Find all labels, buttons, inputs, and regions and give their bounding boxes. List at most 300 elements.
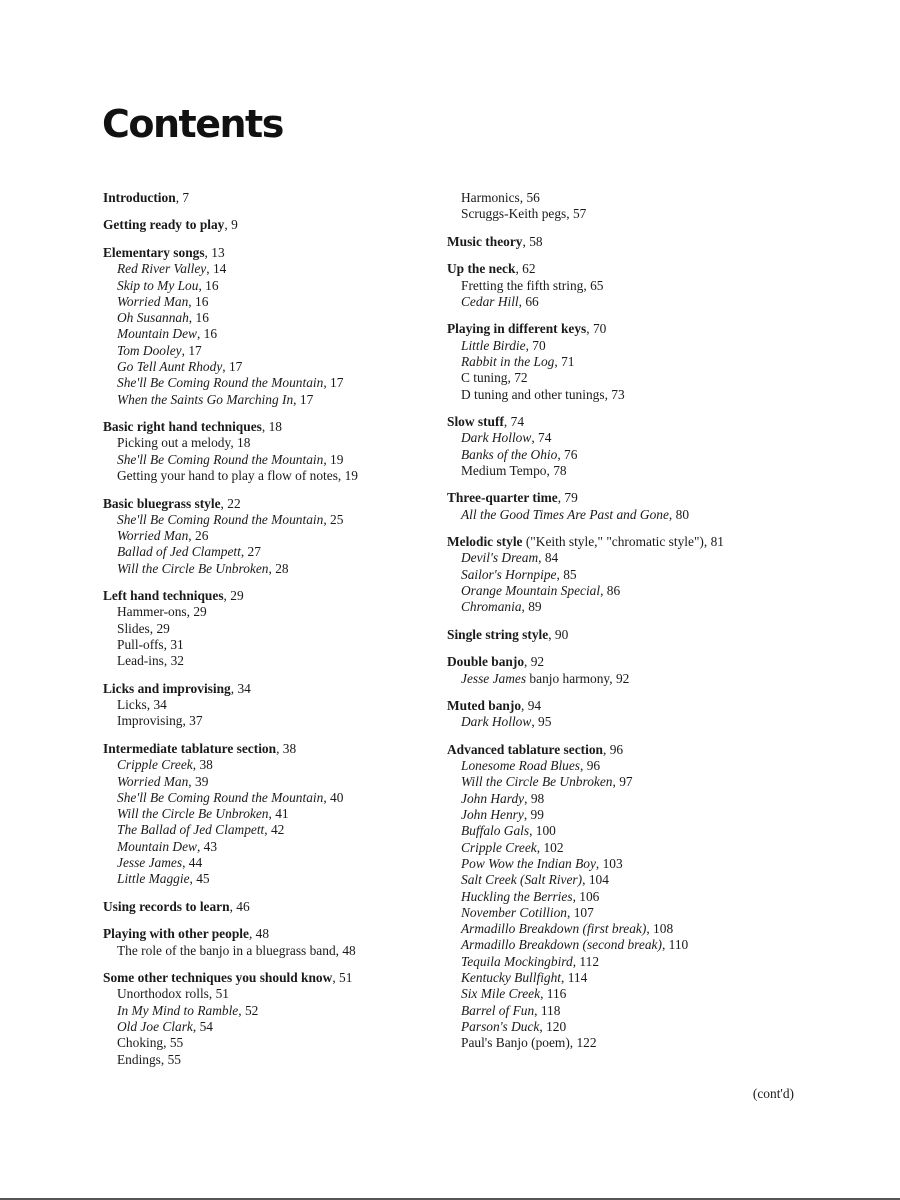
- page-number: 110: [668, 937, 689, 953]
- toc-entry-skip-to-my-lou: [103, 278, 433, 294]
- toc-entry-old-joe-clark: [103, 1019, 433, 1035]
- toc-section-slow-stuff: [447, 414, 867, 430]
- page-number: 17: [330, 375, 344, 391]
- page-separator: ,: [224, 217, 232, 233]
- entry-title: Armadillo Breakdown (first break): [461, 921, 647, 937]
- entry-title: Tom Dooley: [117, 342, 182, 358]
- page-number: 22: [227, 495, 241, 511]
- page-number: 98: [530, 790, 545, 806]
- entry-title: Hammer-ons: [117, 604, 187, 620]
- toc-entry-jesse-james: [447, 671, 867, 687]
- entry-title: She'll Be Coming Round the Mountain: [117, 789, 324, 805]
- page-number: 17: [299, 391, 314, 407]
- toc-section-intermediate-tablature-section: [103, 741, 433, 757]
- page-number: 25: [330, 511, 344, 527]
- toc-entry-will-the-circle-be-unbroken: [103, 806, 433, 822]
- entry-title: Rabbit in the Log: [461, 353, 555, 369]
- toc-entry-pow-wow-the-indian-boy: [447, 856, 867, 872]
- section-title: Basic right hand techniques: [103, 419, 262, 435]
- entry-title: Pow Wow the Indian Boy: [461, 855, 596, 871]
- page-separator: ,: [572, 953, 580, 969]
- toc-section: [447, 234, 867, 250]
- entry-title: Cedar Hill: [461, 293, 519, 309]
- page-separator: ,: [540, 986, 547, 1002]
- page-number: 14: [212, 261, 227, 277]
- toc-section: [103, 899, 433, 915]
- page-separator: ,: [163, 653, 171, 669]
- toc-section-elementary-songs: [103, 245, 433, 261]
- toc-entry-rabbit-in-the-log: [447, 354, 867, 370]
- page-number: 56: [526, 190, 540, 205]
- section-title: Playing with other people: [103, 926, 249, 942]
- toc-entry-salt-creek-salt-river: [447, 872, 867, 888]
- page-number: 29: [193, 604, 207, 620]
- page-separator: ,: [561, 970, 568, 986]
- entry-title: Will the Circle Be Unbroken: [117, 560, 269, 576]
- page-separator: ,: [600, 583, 607, 599]
- section-title: Music theory: [447, 233, 523, 249]
- toc-section-music-theory: [447, 234, 867, 250]
- page-separator: ,: [323, 375, 331, 391]
- page-number: 118: [540, 1002, 561, 1018]
- page-number: 74: [510, 414, 525, 430]
- page-number: 55: [167, 1051, 181, 1067]
- entry-title: She'll Be Coming Round the Mountain: [117, 451, 324, 467]
- toc-entry-armadillo-breakdown-second-break: [447, 937, 867, 953]
- toc-section: [103, 741, 433, 888]
- toc-entry-when-the-saints-go-marching-in: [103, 392, 433, 408]
- section-title: Using records to learn: [103, 898, 230, 914]
- page-separator: ,: [546, 462, 554, 478]
- toc-entry-little-maggie: [103, 871, 433, 887]
- toc-section-double-banjo: [447, 654, 867, 670]
- page-separator: ,: [539, 1018, 547, 1034]
- toc-section-muted-banjo: [447, 698, 867, 714]
- page-separator: ,: [538, 550, 545, 566]
- toc-section-single-string-style: [447, 627, 867, 643]
- page-separator: ,: [238, 1002, 245, 1018]
- page-number: 18: [237, 435, 251, 451]
- toc-entry-devil-s-dream: [447, 550, 867, 566]
- page-separator: ,: [222, 359, 229, 375]
- toc-entry-buffalo-gals: [447, 823, 867, 839]
- page-separator: ,: [192, 757, 200, 773]
- page-number: 28: [275, 560, 289, 576]
- entry-title: Jesse James: [461, 670, 527, 686]
- toc-entry-c-tuning: [447, 370, 867, 386]
- page-separator: ,: [160, 1051, 168, 1067]
- page-number: 65: [590, 277, 604, 293]
- entry-title: Mountain Dew: [117, 838, 197, 854]
- toc-entry-tequila-mockingbird: [447, 954, 867, 970]
- page-number: 78: [553, 462, 567, 478]
- entry-title: Cripple Creek: [461, 839, 537, 855]
- toc-section: [103, 190, 433, 206]
- toc-entry-worried-man: [103, 774, 433, 790]
- page-separator: ,: [519, 190, 527, 205]
- entry-title: Cripple Creek: [117, 757, 193, 773]
- entry-title: Buffalo Gals: [461, 823, 530, 839]
- toc-entry-the-ballad-of-jed-clampett: [103, 822, 433, 838]
- toc-entry-go-tell-aunt-rhody: [103, 359, 433, 375]
- toc-entry-harmonics: [447, 190, 867, 206]
- page-number: 57: [572, 206, 587, 222]
- entry-title: Old Joe Clark: [117, 1018, 193, 1034]
- page-separator: ,: [223, 588, 231, 604]
- page-number: 112: [579, 953, 600, 969]
- page-number: 97: [619, 774, 633, 790]
- page-separator: ,: [220, 495, 228, 511]
- page-number: 34: [153, 697, 167, 713]
- entry-title: Harmonics: [461, 190, 520, 205]
- toc-entry-little-birdie: [447, 338, 867, 354]
- page-number: 19: [344, 468, 358, 484]
- section-title: Advanced tablature section: [447, 741, 603, 757]
- entry-title: Pull-offs: [117, 637, 164, 653]
- entry-title: The Ballad of Jed Clampett: [117, 822, 265, 838]
- toc-section-left-hand-techniques: [103, 588, 433, 604]
- page-separator: ,: [668, 506, 676, 522]
- entry-title: She'll Be Coming Round the Mountain: [117, 375, 324, 391]
- page-separator: ,: [229, 898, 237, 914]
- page-separator: ,: [192, 1018, 200, 1034]
- toc-entry-will-the-circle-be-unbroken: [447, 774, 867, 790]
- page-separator: ,: [572, 888, 580, 904]
- page-number: 51: [339, 970, 353, 986]
- toc-entry-worried-man: [103, 528, 433, 544]
- entry-title: John Henry: [461, 807, 524, 823]
- toc-entry-ballad-of-jed-clampett: [103, 544, 433, 560]
- page-separator: ,: [240, 544, 248, 560]
- section-title: Melodic style: [447, 534, 523, 550]
- toc-section: [103, 588, 433, 669]
- page-separator: ,: [554, 353, 562, 369]
- toc-entry-huckling-the-berries: [447, 889, 867, 905]
- page-separator: ,: [531, 714, 539, 730]
- entry-title: Devil's Dream: [461, 550, 539, 566]
- toc-section-basic-right-hand-techniques: [103, 419, 433, 435]
- page-separator: ,: [612, 774, 620, 790]
- page-number: 44: [188, 855, 203, 870]
- page-separator: ,: [556, 566, 564, 582]
- page-number: 70: [592, 321, 607, 337]
- entry-title: Banks of the Ohio: [461, 446, 558, 462]
- entry-title: Jesse James: [117, 855, 183, 870]
- toc-section: [447, 321, 867, 402]
- toc-entry-hammer-ons: [103, 604, 433, 620]
- page-number: 62: [522, 261, 536, 277]
- entry-title: Worried Man: [117, 528, 189, 544]
- page-number: 39: [195, 773, 209, 789]
- toc-entry-the-role-of-the-banjo-in-a-bluegrass-band: [103, 943, 433, 959]
- page-separator: ,: [580, 758, 587, 774]
- page-number: 90: [554, 626, 569, 642]
- entry-title: In My Mind to Ramble: [117, 1002, 239, 1018]
- toc-section-basic-bluegrass-style: [103, 496, 433, 512]
- toc-entry-november-cotillion: [447, 905, 867, 921]
- page-separator: ,: [602, 741, 610, 757]
- page-separator: ,: [646, 921, 654, 937]
- toc-section: [447, 414, 867, 479]
- toc-entry-unorthodox-rolls: [103, 986, 433, 1002]
- toc-section: [447, 190, 867, 223]
- toc-entry-pull-offs: [103, 637, 433, 653]
- toc-right-column: [447, 190, 867, 1063]
- page-number: 71: [561, 353, 575, 369]
- page-number: 54: [199, 1018, 213, 1034]
- entry-title: Lead-ins: [117, 653, 164, 669]
- entry-title: Will the Circle Be Unbroken: [117, 806, 269, 822]
- page-number: 37: [189, 713, 203, 729]
- entry-title: Medium Tempo: [461, 462, 547, 478]
- page-number: 17: [188, 342, 202, 358]
- toc-entry-mountain-dew: [103, 839, 433, 855]
- page-number: 120: [546, 1018, 567, 1034]
- page-separator: ,: [293, 391, 300, 407]
- continued-label: (cont'd): [752, 1086, 794, 1101]
- page-separator: ,: [609, 670, 616, 686]
- page-separator: ,: [188, 293, 195, 309]
- entry-title: Choking: [117, 1035, 164, 1051]
- toc-entry-cripple-creek: [103, 757, 433, 773]
- page-number: 80: [675, 506, 690, 522]
- section-title: Getting ready to play: [103, 217, 225, 233]
- toc-entry-mountain-dew: [103, 326, 433, 342]
- entry-title: C tuning: [461, 370, 508, 386]
- page-number: 48: [255, 926, 270, 942]
- page-number: 96: [609, 741, 624, 757]
- page-separator: ,: [175, 190, 183, 205]
- page-number: 34: [237, 680, 251, 696]
- page-separator: ,: [703, 534, 711, 550]
- page-separator: ,: [515, 261, 523, 277]
- toc-section: [447, 261, 867, 310]
- toc-section-some-other-techniques-you-should-know: [103, 970, 433, 986]
- entry-title: Dark Hollow: [461, 430, 532, 446]
- page-number: 38: [282, 740, 297, 756]
- entry-title: Getting your hand to play a flow of notes: [117, 468, 338, 484]
- toc-section: [103, 245, 433, 408]
- page-number: 45: [196, 871, 210, 887]
- toc-section-three-quarter-time: [447, 490, 867, 506]
- entry-title: All the Good Times Are Past and Gone: [461, 506, 669, 522]
- entry-title: Barrel of Fun: [461, 1002, 535, 1018]
- toc-section-introduction: [103, 190, 433, 206]
- page-separator: ,: [196, 326, 204, 342]
- page-separator: ,: [230, 435, 238, 451]
- toc-section: [447, 490, 867, 523]
- page-number: 108: [653, 921, 674, 937]
- toc-entry-red-river-valley: [103, 261, 433, 277]
- toc-section: [103, 217, 433, 233]
- toc-entry-d-tuning-and-other-tunings: [447, 387, 867, 403]
- toc-entry-choking: [103, 1035, 433, 1051]
- entry-title: Scruggs-Keith pegs: [461, 206, 567, 222]
- page-number: 72: [514, 370, 528, 386]
- entry-title: Dark Hollow: [461, 714, 532, 730]
- entry-title: Mountain Dew: [117, 326, 197, 342]
- page-number: 114: [567, 970, 588, 986]
- page-number: 102: [543, 839, 564, 855]
- toc-entry-banks-of-the-ohio: [447, 447, 867, 463]
- toc-entry-john-hardy: [447, 791, 867, 807]
- toc-entry-she-ll-be-coming-round-the-mountain: [103, 375, 433, 391]
- entry-title: Worried Man: [117, 293, 189, 309]
- entry-title: Skip to My Lou: [117, 277, 199, 293]
- toc-section: [103, 970, 433, 1068]
- page-separator: ,: [525, 337, 533, 353]
- page-number: 74: [538, 430, 552, 446]
- toc-section: [447, 654, 867, 687]
- page-separator: ,: [182, 855, 189, 870]
- page-separator: ,: [196, 838, 204, 854]
- page-separator: ,: [604, 386, 612, 402]
- entry-title: Will the Circle Be Unbroken: [461, 774, 613, 790]
- page-separator: ,: [264, 822, 271, 838]
- section-title: Some other techniques you should know: [103, 970, 333, 986]
- entry-title: Go Tell Aunt Rhody: [117, 359, 223, 375]
- toc-section: [447, 698, 867, 731]
- toc-section: [447, 534, 867, 615]
- page-number: 16: [203, 326, 218, 342]
- page-separator: ,: [323, 511, 331, 527]
- toc-entry-barrel-of-fun: [447, 1003, 867, 1019]
- page-separator: ,: [186, 604, 194, 620]
- page-separator: ,: [208, 986, 216, 1002]
- toc-entry-six-mile-creek: [447, 986, 867, 1002]
- page-separator: ,: [586, 321, 593, 337]
- page-number: 19: [330, 451, 344, 467]
- page-separator: ,: [529, 823, 536, 839]
- toc-entry-she-ll-be-coming-round-the-mountain: [103, 790, 433, 806]
- entry-title: John Hardy: [461, 790, 525, 806]
- page-separator: ,: [198, 277, 206, 293]
- section-title: Intermediate tablature section: [103, 740, 277, 756]
- toc-entry-lead-ins: [103, 653, 433, 669]
- toc-entry-dark-hollow: [447, 714, 867, 730]
- toc-section-advanced-tablature-section: [447, 742, 867, 758]
- entry-title: D tuning and other tunings: [461, 386, 605, 402]
- toc-entry-slides: [103, 621, 433, 637]
- page-number: 70: [532, 337, 546, 353]
- entry-title: Oh Susannah: [117, 310, 189, 326]
- entry-title: Salt Creek (Salt River): [461, 872, 583, 888]
- page-number: 89: [528, 599, 542, 615]
- entry-title: Paul's Banjo (poem): [461, 1035, 570, 1051]
- page-number: 92: [615, 670, 630, 686]
- page-separator: ,: [182, 713, 190, 729]
- toc-left-column: [103, 190, 433, 1079]
- page-separator: ,: [503, 414, 511, 430]
- page-number: 43: [203, 838, 218, 854]
- page-separator: ,: [524, 654, 531, 670]
- toc-entry-kentucky-bullfight: [447, 970, 867, 986]
- page-number: 7: [182, 190, 190, 205]
- toc-section-playing-in-different-keys: [447, 321, 867, 337]
- entry-title: Huckling the Berries: [461, 888, 573, 904]
- page-separator: ,: [323, 789, 331, 805]
- section-title: Introduction: [103, 190, 176, 205]
- section-title: Left hand techniques: [103, 588, 224, 604]
- entry-title: When the Saints Go Marching In: [117, 391, 294, 407]
- page-separator: ,: [557, 490, 565, 506]
- entry-title: She'll Be Coming Round the Mountain: [117, 511, 324, 527]
- page-separator: ,: [335, 942, 343, 958]
- page-separator: ,: [204, 244, 212, 260]
- toc-entry-lonesome-road-blues: [447, 758, 867, 774]
- section-title: Playing in different keys: [447, 321, 587, 337]
- toc-entry-armadillo-breakdown-first-break: [447, 921, 867, 937]
- toc-entry-cripple-creek: [447, 840, 867, 856]
- toc-section-playing-with-other-people: [103, 926, 433, 942]
- page-separator: ,: [206, 261, 213, 277]
- page-separator: ,: [548, 626, 555, 642]
- toc-section-using-records-to-learn: [103, 899, 433, 915]
- toc-entry-licks: [103, 697, 433, 713]
- toc-entry-oh-susannah: [103, 310, 433, 326]
- page-number: 73: [611, 386, 625, 402]
- page-number: 40: [330, 789, 344, 805]
- page-number: 96: [586, 758, 601, 774]
- page-separator: ,: [582, 872, 589, 888]
- page-separator: ,: [261, 419, 269, 435]
- toc-entry-tom-dooley: [103, 343, 433, 359]
- page-number: 51: [215, 986, 229, 1002]
- entry-title: Fretting the fifth string: [461, 277, 584, 293]
- section-title: Double banjo: [447, 654, 525, 670]
- entry-title: Kentucky Bullfight: [461, 970, 562, 986]
- page-number: 9: [231, 217, 238, 233]
- toc-section: [103, 926, 433, 959]
- page-number: 18: [268, 419, 282, 435]
- toc-entry-john-henry: [447, 807, 867, 823]
- page-number: 106: [579, 888, 600, 904]
- page-number: 48: [342, 942, 356, 958]
- entry-title: Parson's Duck: [461, 1018, 540, 1034]
- page-number: 107: [573, 904, 594, 920]
- page-number: 79: [564, 490, 578, 506]
- page-separator: ,: [523, 807, 531, 823]
- page-number: 17: [228, 359, 243, 375]
- page-number: 81: [710, 534, 724, 550]
- toc-entry-medium-tempo: [447, 463, 867, 479]
- page-separator: ,: [323, 451, 331, 467]
- page-separator: ,: [595, 855, 603, 871]
- page-number: 46: [236, 898, 250, 914]
- page-number: 86: [606, 583, 621, 599]
- page-number: 100: [535, 823, 556, 839]
- page-separator: ,: [268, 560, 276, 576]
- page-number: 16: [195, 293, 209, 309]
- toc-section-getting-ready-to-play: [103, 217, 433, 233]
- page-number: 52: [244, 1002, 259, 1018]
- page-number: 32: [170, 653, 184, 669]
- toc-section-melodic-style: [447, 534, 867, 550]
- page-number: 76: [564, 446, 578, 462]
- section-title: Basic bluegrass style: [103, 495, 221, 511]
- page-separator: ,: [534, 1002, 541, 1018]
- section-title: Slow stuff: [447, 414, 504, 430]
- page-separator: ,: [248, 926, 256, 942]
- page-separator: ,: [661, 937, 669, 953]
- page-separator: ,: [557, 446, 565, 462]
- page-number: 29: [230, 588, 244, 604]
- toc-entry-orange-mountain-special: [447, 583, 867, 599]
- page-number: 16: [205, 277, 219, 293]
- page-separator: ,: [332, 970, 340, 986]
- toc-entry-cedar-hill: [447, 294, 867, 310]
- toc-entry-sailor-s-hornpipe: [447, 567, 867, 583]
